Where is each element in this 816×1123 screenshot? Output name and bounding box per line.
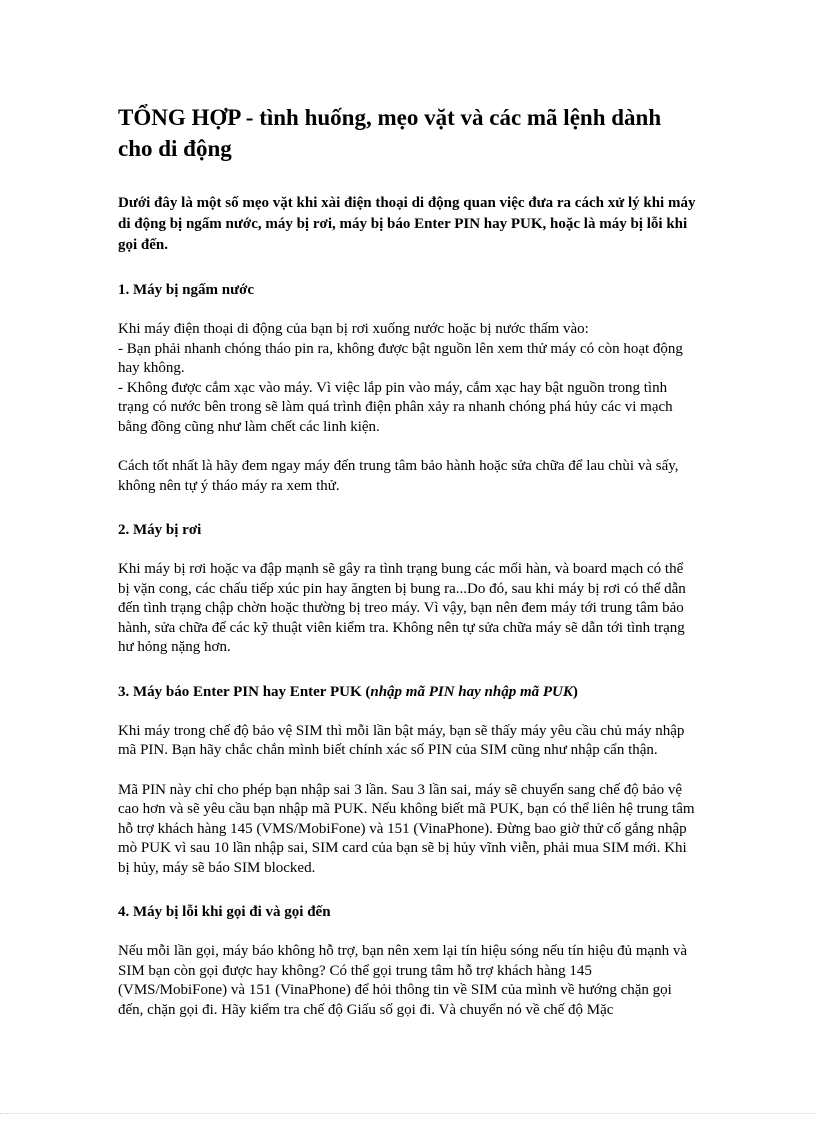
page-title: TỔNG HỢP - tình huống, mẹo vặt và các mã lệnh dành cho di động bbox=[118, 105, 662, 161]
section-heading-drop: 2. Máy bị rơi bbox=[118, 522, 202, 538]
pin-paragraph-2: Mã PIN này chỉ cho phép bạn nhập sai 3 lần. Sau 3 lần sai, máy sẽ chuyển sang chế độ bảo vệ cao hơn và sẽ yêu cầu bạn nhập mã PUK. Nếu không biết mã PUK, bạn có thể liên hệ trung tâm hỗ trợ khách hàng 145 (VMS/MobiFone) và 151 (VinaPhone). Đừng bao giờ thử cố gắng nhập mò PUK vì sau 10 lần nhập sai, SIM card của bạn sẽ bị hủy vĩnh viễn, phải mua SIM mới. Khi bị hủy, máy sẽ báo SIM blocked. bbox=[118, 781, 695, 876]
section-heading-pin-puk bbox=[118, 682, 698, 702]
water-line-2: - Bạn phải nhanh chóng tháo pin ra, không được bật nguồn lên xem thử máy có còn hoạt động hay không. bbox=[118, 340, 683, 376]
section-heading-call-error: 4. Máy bị lỗi khi gọi đi và gọi đến bbox=[118, 904, 331, 920]
water-paragraph-2: Cách tốt nhất là hãy đem ngay máy đến trung tâm bảo hành hoặc sửa chữa để lau chùi và sấy, không nên tự ý tháo máy ra xem thử. bbox=[118, 458, 679, 494]
pin-puk-heading-close: ) bbox=[572, 683, 578, 700]
pin-puk-heading-text: 3. Máy báo Enter PIN hay Enter PUK ( bbox=[118, 683, 371, 700]
page-bottom-rule bbox=[0, 1113, 816, 1114]
pin-puk-heading-italic: nhập mã PIN hay nhập mã PUK bbox=[370, 683, 573, 700]
drop-paragraph: Khi máy bị rơi hoặc va đập mạnh sẽ gây ra tình trạng bung các mối hàn, và board mạch có thể bị vặn cong, các chấu tiếp xúc pin hay ăngten bị bung ra...Do đó, sau khi máy bị rơi có thể dẫn đến tình trạng chập chờn hoặc thường bị treo máy. Vì vậy, bạn nên đem máy tới trung tâm bảo hành, sửa chữa để các kỹ thuật viên kiểm tra. Không nên tự sửa chữa máy sẽ dẫn tới tình trạng hư hỏng nặng hơn. bbox=[118, 561, 686, 655]
call-error-paragraph: Nếu mỗi lần gọi, máy báo không hỗ trợ, bạn nên xem lại tín hiệu sóng nếu tín hiệu đủ mạnh và SIM bạn còn gọi được hay không? Có thể gọi trung tâm hỗ trợ khách hàng 145 (VMS/MobiFone) và 151 (VinaPhone) để hỏi thông tin về SIM của mình về hướng chặn gọi đến, chặn gọi đi. Hãy kiểm tra chế độ Giấu số gọi đi. Và chuyển nó về chế độ Mặc bbox=[118, 943, 688, 1018]
pin-paragraph-1: Khi máy trong chế độ bảo vệ SIM thì mỗi lần bật máy, bạn sẽ thấy máy yêu cầu chủ máy nhập mã PIN. Bạn hãy chắc chắn mình biết chính xác số PIN của SIM cũng như nhập cẩn thận. bbox=[118, 722, 685, 758]
intro-paragraph: Dưới đây là một số mẹo vặt khi xài điện thoại di động quan việc đưa ra cách xử lý khi máy di động bị ngấm nước, máy bị rơi, máy bị báo Enter PIN hay PUK, hoặc là máy bị lỗi khi gọi đến. bbox=[118, 195, 696, 253]
section-heading-water: 1. Máy bị ngấm nước bbox=[118, 282, 255, 298]
water-line-3: - Không được cắm xạc vào máy. Vì việc lắp pin vào máy, cắm xạc hay bật nguồn trong tình trạng có nước bên trong sẽ làm quá trình điện phân xảy ra nhanh chóng phá hủy các vi mạch bằng đồng cũng như làm chết các linh kiện. bbox=[118, 379, 673, 435]
water-line-1: Khi máy điện thoại di động của bạn bị rơi xuống nước hoặc bị nước thấm vào: bbox=[118, 321, 589, 337]
water-paragraph-1 bbox=[118, 320, 698, 437]
document-body bbox=[118, 102, 698, 1020]
